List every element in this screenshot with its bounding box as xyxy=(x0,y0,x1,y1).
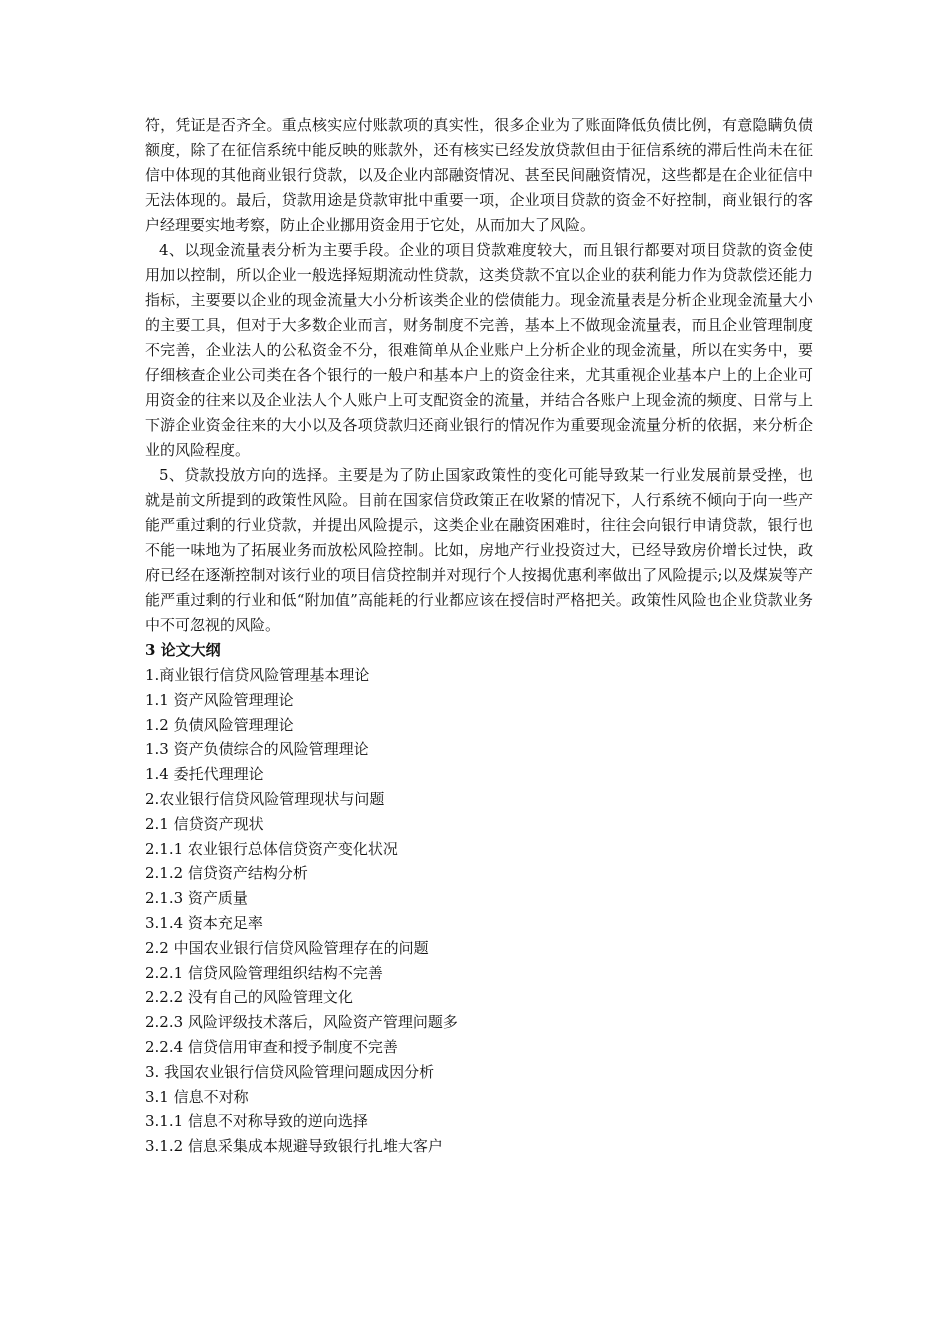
outline-item: 2.1.3 资产质量 xyxy=(145,889,248,908)
outline-item: 2.2.1 信贷风险管理组织结构不完善 xyxy=(145,963,383,982)
outline-item: 3.1.2 信息采集成本规避导致银行扎堆大客户 xyxy=(145,1137,443,1156)
outline-item: 2.1.2 信贷资产结构分析 xyxy=(145,864,308,883)
outline-item: 3.1.4 资本充足率 xyxy=(145,913,263,932)
outline-item: 1.4 委托代理理论 xyxy=(145,765,264,784)
outline-heading: 3 论文大纲 xyxy=(145,641,221,659)
outline-item: 1.1 资产风险管理理论 xyxy=(145,690,294,709)
body-paragraph-2: 4、以现金流量表分析为主要手段。企业的项目贷款难度较大，而且银行都要对项目贷款的资金使用加以控制，所以企业一般选择短期流动性贷款，这类贷款不宜以企业的获利能力作为贷款偿还能力指标，主要要以企业的现金流量大小分析该类企业的偿债能力。现金流量表是分析企业现金流量大小的主要工具，但对于大多数企业而言，财务制度不完善，基本上不做现金流量表，而且企业管理制度不完善，企业法人的公私资金不分，很难简单从企业账户上分析企业的现金流量，所以在实务中，要仔细核查企业公司类在各个银行的一般户和基本户上的资金往来，尤其重视企业基本户上的上企业可用资金的往来以及企业法人个人账户上可支配资金的流量，并结合各账户上现金流的频度、日常与上下游企业资金往来的大小以及各项贷款归还商业银行的情况作为重要现金流量分析的依据，来分析企业的风险程度。 xyxy=(145,241,813,459)
outline-item: 2.2.3 风险评级技术落后，风险资产管理问题多 xyxy=(145,1013,458,1032)
outline-item: 2.1.1 农业银行总体信贷资产变化状况 xyxy=(145,839,398,858)
outline-item: 2.2 中国农业银行信贷风险管理存在的问题 xyxy=(145,938,429,957)
outline-item: 3.1 信息不对称 xyxy=(145,1087,249,1106)
body-paragraph-1: 符，凭证是否齐全。重点核实应付账款项的真实性，很多企业为了账面降低负债比例，有意隐瞒负债额度，除了在征信系统中能反映的账款外，还有核实已经发放贷款但由于征信系统的滞后性尚未在征信中体现的其他商业银行贷款，以及企业内部融资情况、甚至民间融资情况，这些都是在企业征信中无法体现的。最后，贷款用途是贷款审批中重要一项，企业项目贷款的资金不好控制，商业银行的客户经理要实地考察，防止企业挪用资金用于它处，从而加大了风险。 xyxy=(145,116,813,234)
outline-item: 3. 我国农业银行信贷风险管理问题成因分析 xyxy=(145,1062,435,1081)
document-page xyxy=(145,113,813,1159)
outline-item: 2.农业银行信贷风险管理现状与问题 xyxy=(145,789,385,808)
outline-list xyxy=(145,663,813,1159)
body-paragraph-3: 5、贷款投放方向的选择。主要是为了防止国家政策性的变化可能导致某一行业发展前景受挫，也就是前文所提到的政策性风险。目前在国家信贷政策正在收紧的情况下，人行系统不倾向于向一些产能严重过剩的行业贷款，并提出风险提示，这类企业在融资困难时，往往会向银行申请贷款，银行也不能一味地为了拓展业务而放松风险控制。比如，房地产行业投资过大，已经导致房价增长过快，政府已经在逐渐控制对该行业的项目信贷控制并对现行个人按揭优惠利率做出了风险提示;以及煤炭等产能严重过剩的行业和低“附加值”高能耗的行业都应该在授信时严格把关。政策性风险也企业贷款业务中不可忽视的风险。 xyxy=(145,466,813,634)
outline-item: 1.商业银行信贷风险管理基本理论 xyxy=(145,666,370,684)
outline-item: 3.1.1 信息不对称导致的逆向选择 xyxy=(145,1112,368,1131)
outline-item: 1.2 负债风险管理理论 xyxy=(145,715,294,734)
outline-item: 1.3 资产负债综合的风险管理理论 xyxy=(145,740,369,759)
outline-item: 2.2.2 没有自己的风险管理文化 xyxy=(145,988,353,1007)
outline-item: 2.2.4 信贷信用审查和授予制度不完善 xyxy=(145,1037,398,1056)
outline-item: 2.1 信贷资产现状 xyxy=(145,814,264,833)
